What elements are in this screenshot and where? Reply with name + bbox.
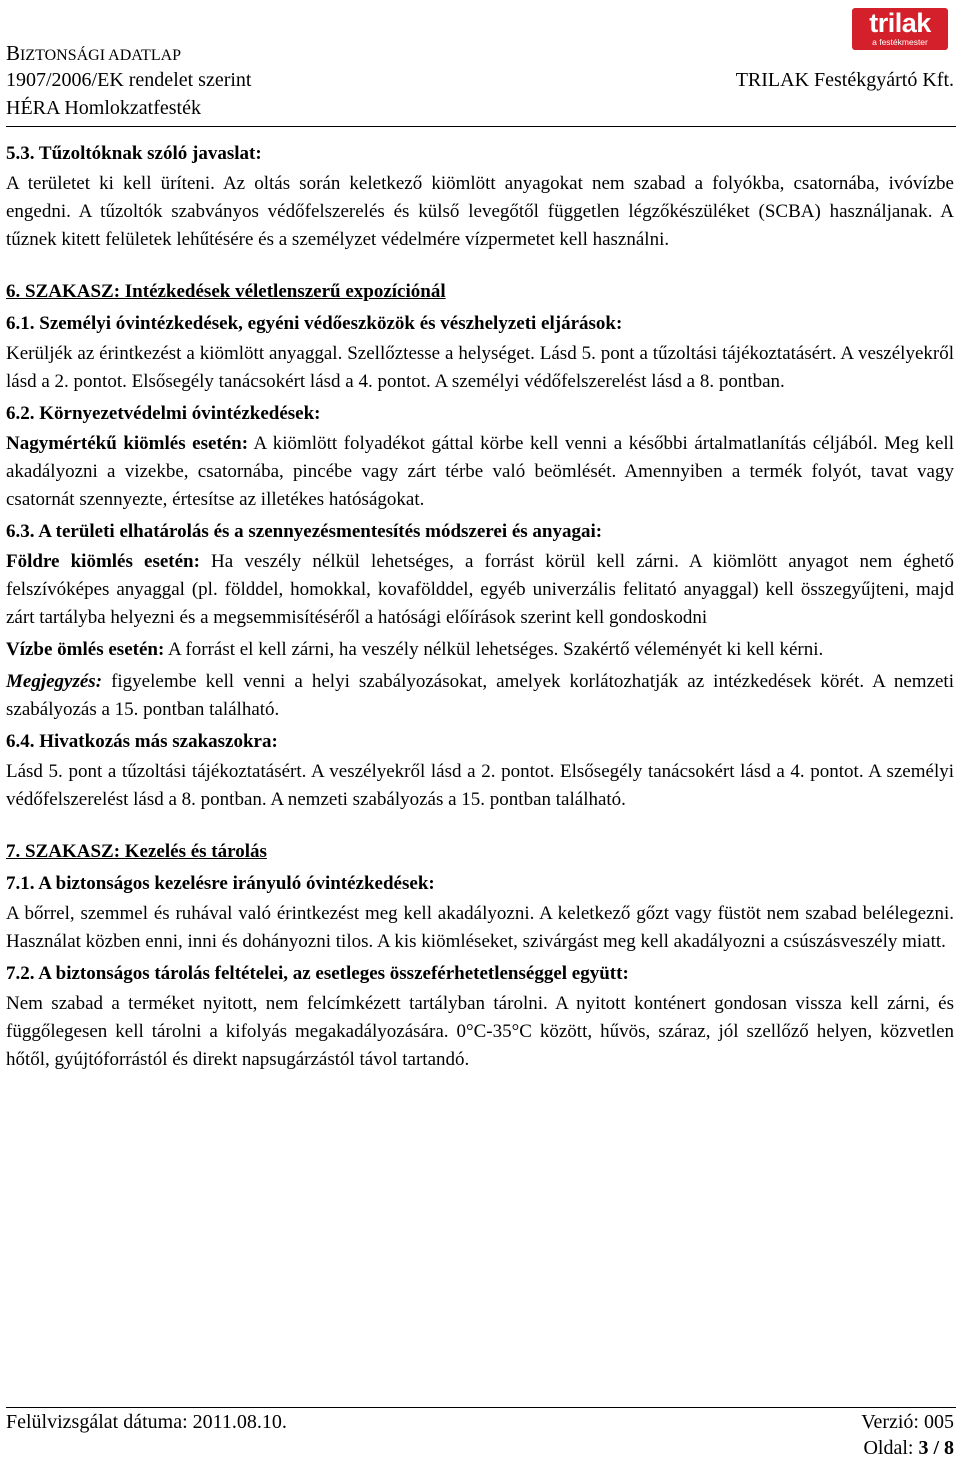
- text-6-3-water: Vízbe ömlés esetén: A forrást el kell zárni, ha veszély nélkül lehetséges. Szakértő véleményét ki kell kérni.: [6, 639, 824, 660]
- trilak-logo: [852, 8, 948, 50]
- text-6-2: Nagymértékű kiömlés esetén: A kiömlött folyadékot gáttal körbe kell venni a későbbi ártalmatlanítás céljából. Meg kell akadályozni a vizekbe, csatornába, pincébe vagy zárt térbe való beömlését. Amennyiben a termék folyót, tavat vagy csatornát szennyezte, értesítse az illetékes hatóságokat.: [6, 433, 954, 510]
- label-water-spill: Vízbe ömlés esetén:: [6, 639, 165, 660]
- text-6-3-ground: Földre kiömlés esetén: Ha veszély nélkül lehetséges, a forrást körül kell zárni. A kiömlött anyagot nem éghető felszívóképes anyaggal (pl. földdel, homokkal, kovafölddel, egyéb univerzális felitató anyaggal) kell összegyűjteni, majd zárt tartályba helyezni és a megsemmisítéséről a hatósági előírások szerint kell gondoskodni: [6, 551, 954, 628]
- label-ground-spill: Földre kiömlés esetén:: [6, 551, 200, 572]
- heading-7-2: 7.2. A biztonságos tárolás feltételei, az esetleges összeférhetetlenséggel együtt:: [6, 963, 629, 984]
- label-large-spill: Nagymértékű kiömlés esetén:: [6, 433, 249, 454]
- label-note: Megjegyzés:: [6, 671, 103, 692]
- company-name: TRILAK Festékgyártó Kft.: [735, 69, 954, 91]
- logo-tagline: a festékmester: [872, 37, 928, 47]
- section-7-title: 7. SZAKASZ: Kezelés és tárolás: [6, 841, 267, 862]
- document-body: [6, 140, 954, 1074]
- product-name: HÉRA Homlokzatfesték: [6, 97, 201, 119]
- version: Verzió: 005: [861, 1411, 954, 1433]
- heading-7-1: 7.1. A biztonságos kezelésre irányuló óvintézkedések:: [6, 873, 435, 894]
- heading-6-2: 6.2. Környezetvédelmi óvintézkedések:: [6, 403, 321, 424]
- text-6-3-note: Megjegyzés: figyelembe kell venni a helyi szabályozásokat, amelyek korlátozhatják az intézkedések körét. A nemzeti szabályozás a 15. pontban található.: [6, 671, 954, 720]
- section-6-title: 6. SZAKASZ: Intézkedések véletlenszerű expozíciónál: [6, 281, 446, 302]
- page-number: 3 / 8: [918, 1437, 954, 1459]
- page-indicator: Oldal: 3 / 8: [863, 1437, 954, 1459]
- text-5-3: A területet ki kell üríteni. Az oltás során keletkező kiömlött anyagokat nem szabad a folyókba, csatornába, ivóvízbe engedni. A tűzoltók szabványos védőfelszerelés és külső levegőtől független légzőkészüléket (SCBA) használjanak. A tűznek kitett felületek lehűtésére és a személyzet védelmére vízpermetet kell használni.: [6, 173, 954, 250]
- document-title: BIZTONSÁGI ADATLAP: [6, 41, 182, 65]
- heading-6-4: 6.4. Hivatkozás más szakaszokra:: [6, 731, 278, 752]
- text-6-1: Kerüljék az érintkezést a kiömlött anyaggal. Szellőztesse a helységet. Lásd 5. pont a tűzoltási tájékoztatásért. A veszélyekről lásd a 2. pontot. Elsősegély tanácsokért lásd a 4. pontot. A személyi védőfelszerelést lásd a 8. pontban.: [6, 343, 954, 392]
- logo-wordmark: trilak: [869, 8, 931, 38]
- heading-5-3: 5.3. Tűzoltóknak szóló javaslat:: [6, 143, 262, 164]
- text-7-2: Nem szabad a terméket nyitott, nem felcímkézett tartályban tárolni. A nyitott konténert gondosan vissza kell zárni, és függőlegesen kell tárolni a kifolyás megakadályozására. 0°C-35°C között, hűvös, száraz, jól szellőző helyen, közvetlen hőtől, gyújtóforrástól és direkt napsugárzástól távol tartandó.: [6, 993, 954, 1070]
- heading-6-3: 6.3. A területi elhatárolás és a szennyezésmentesítés módszerei és anyagai:: [6, 521, 603, 542]
- review-date: Felülvizsgálat dátuma: 2011.08.10.: [6, 1411, 287, 1433]
- page-header: [6, 40, 956, 127]
- regulation-reference: 1907/2006/EK rendelet szerint: [6, 69, 252, 91]
- page-footer: [6, 1407, 956, 1459]
- text-6-4: Lásd 5. pont a tűzoltási tájékoztatásért. A veszélyekről lásd a 2. pontot. Elsősegély tanácsokért lásd a 4. pontot. A személyi védőfelszerelést lásd a 8. pontban. A nemzeti szabályozás a 15. pontban található.: [6, 761, 954, 810]
- heading-6-1: 6.1. Személyi óvintézkedések, egyéni védőeszközök és vészhelyzeti eljárások:: [6, 313, 623, 334]
- text-7-1: A bőrrel, szemmel és ruhával való érintkezést meg kell akadályozni. A keletkező gőzt vagy füstöt nem szabad belélegezni. Használat közben enni, inni és dohányozni tilos. A kis kiömléseket, szivárgást meg kell akadályozni a csúszásveszély miatt.: [6, 903, 954, 952]
